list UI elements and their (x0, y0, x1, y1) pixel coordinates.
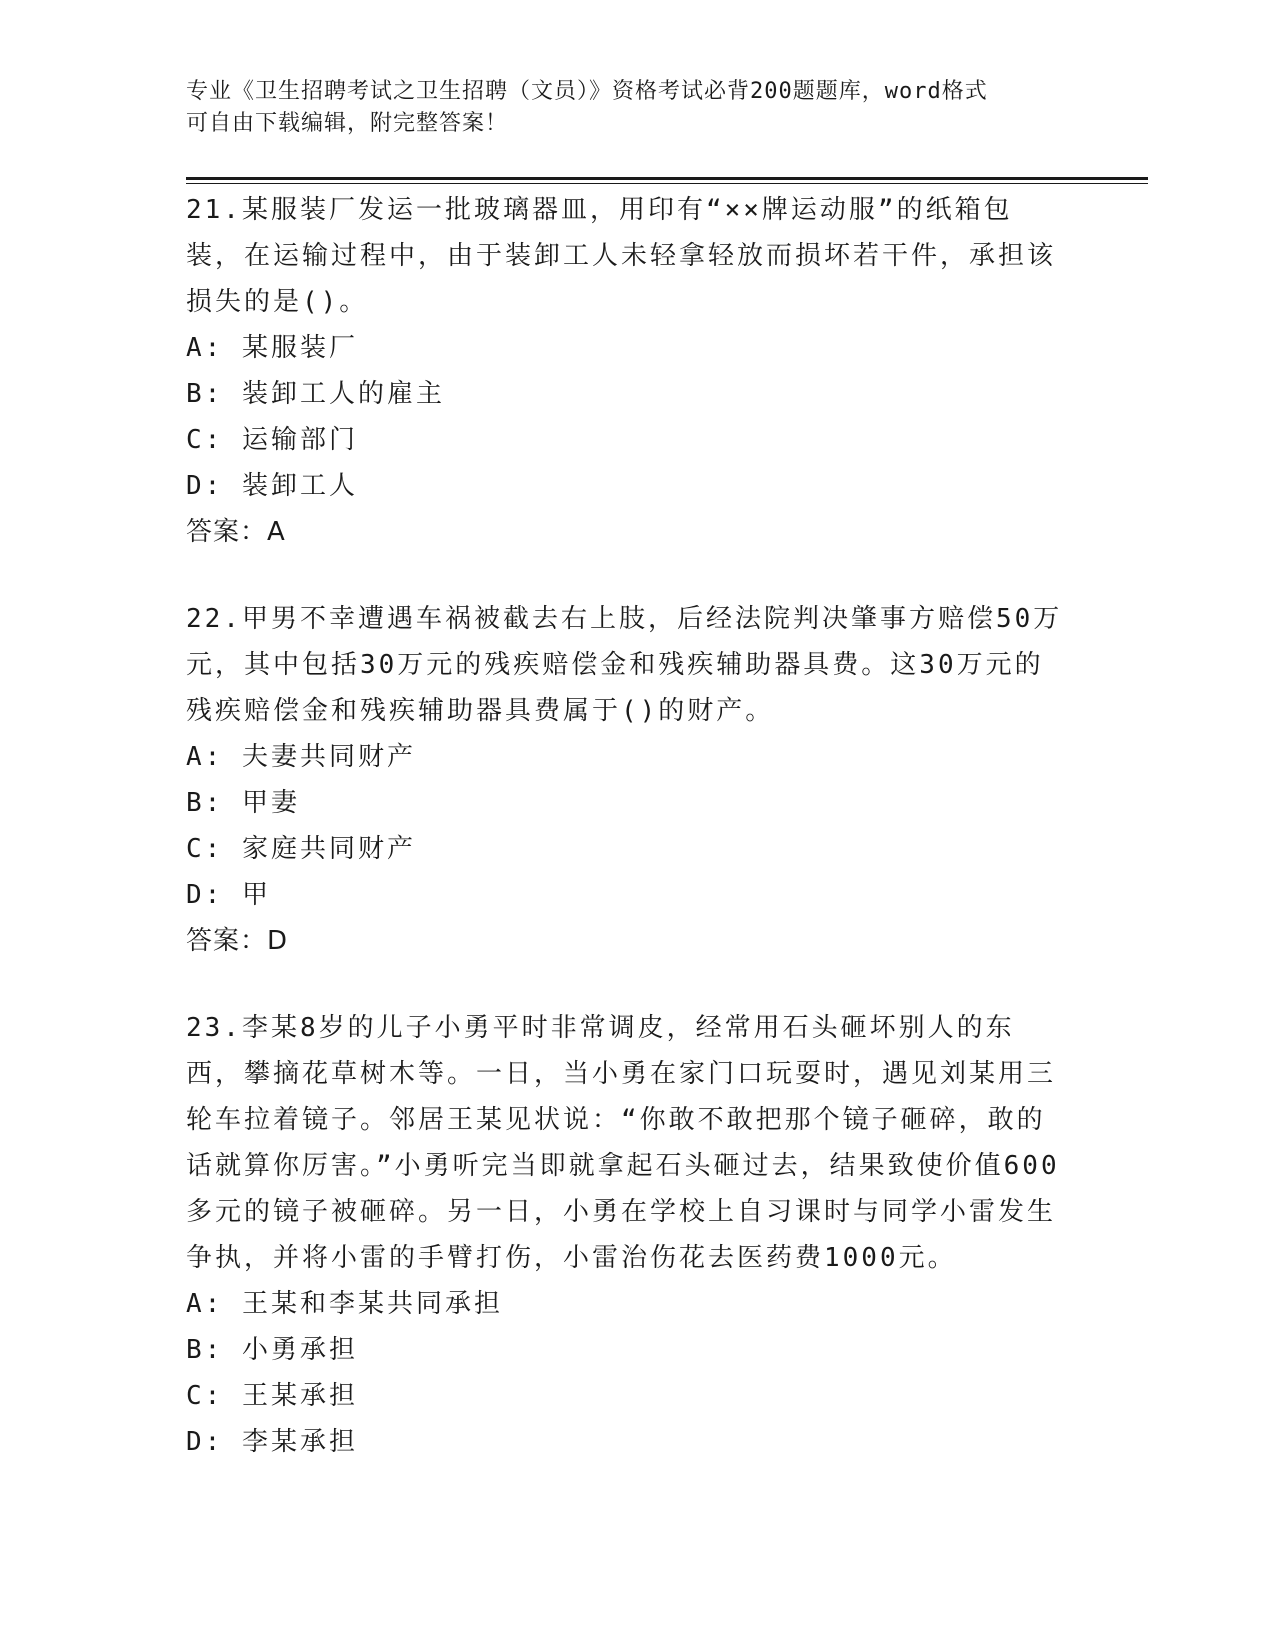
option-b: B: 甲妻 (186, 788, 300, 818)
option-d: D: 装卸工人 (186, 471, 358, 501)
option-a: A: 某服装厂 (186, 333, 358, 363)
header-line-2: 可自由下载编辑，附完整答案！ (186, 111, 509, 136)
option-b: B: 小勇承担 (186, 1335, 358, 1365)
header-divider-thin (186, 183, 1148, 184)
option-c: C: 运输部门 (186, 425, 358, 455)
option-c: C: 王某承担 (186, 1381, 358, 1411)
answer: 答案：A (186, 517, 286, 547)
answer: 答案：D (186, 926, 289, 956)
option-a: A: 夫妻共同财产 (186, 742, 416, 772)
header-divider-thick (186, 177, 1148, 180)
option-d: D: 甲 (186, 880, 271, 910)
option-a: A: 王某和李某共同承担 (186, 1289, 503, 1319)
question-22 (186, 596, 1066, 964)
option-b: B: 装卸工人的雇主 (186, 379, 445, 409)
option-d: D: 李某承担 (186, 1427, 358, 1457)
document-header (186, 76, 1066, 140)
option-c: C: 家庭共同财产 (186, 834, 416, 864)
question-21 (186, 187, 1066, 555)
question-text: 23.李某8岁的儿子小勇平时非常调皮，经常用石头砸坏别人的东西，攀摘花草树木等。一日，当小勇在家门口玩耍时，遇见刘某用三轮车拉着镜子。邻居王某见状说：“你敢不敢把那个镜子砸碎，敢的话就算你厉害。”小勇听完当即就拿起石头砸过去，结果致使价值600多元的镜子被砸碎。另一日，小勇在学校上自习课时与同学小雷发生争执，并将小雷的手臂打伤，小雷治伤花去医药费1000元。 (186, 1013, 1060, 1273)
question-text: 21.某服装厂发运一批玻璃器皿，用印有“××牌运动服”的纸箱包装，在运输过程中，由于装卸工人未轻拿轻放而损坏若干件，承担该损失的是()。 (186, 195, 1057, 317)
question-23 (186, 1005, 1066, 1465)
header-line-1: 专业《卫生招聘考试之卫生招聘（文员）》资格考试必背200题题库，word格式 (186, 79, 988, 104)
question-text: 22.甲男不幸遭遇车祸被截去右上肢，后经法院判决肇事方赔偿50万元，其中包括30万元的残疾赔偿金和残疾辅助器具费。这30万元的残疾赔偿金和残疾辅助器具费属于()的财产。 (186, 604, 1063, 726)
